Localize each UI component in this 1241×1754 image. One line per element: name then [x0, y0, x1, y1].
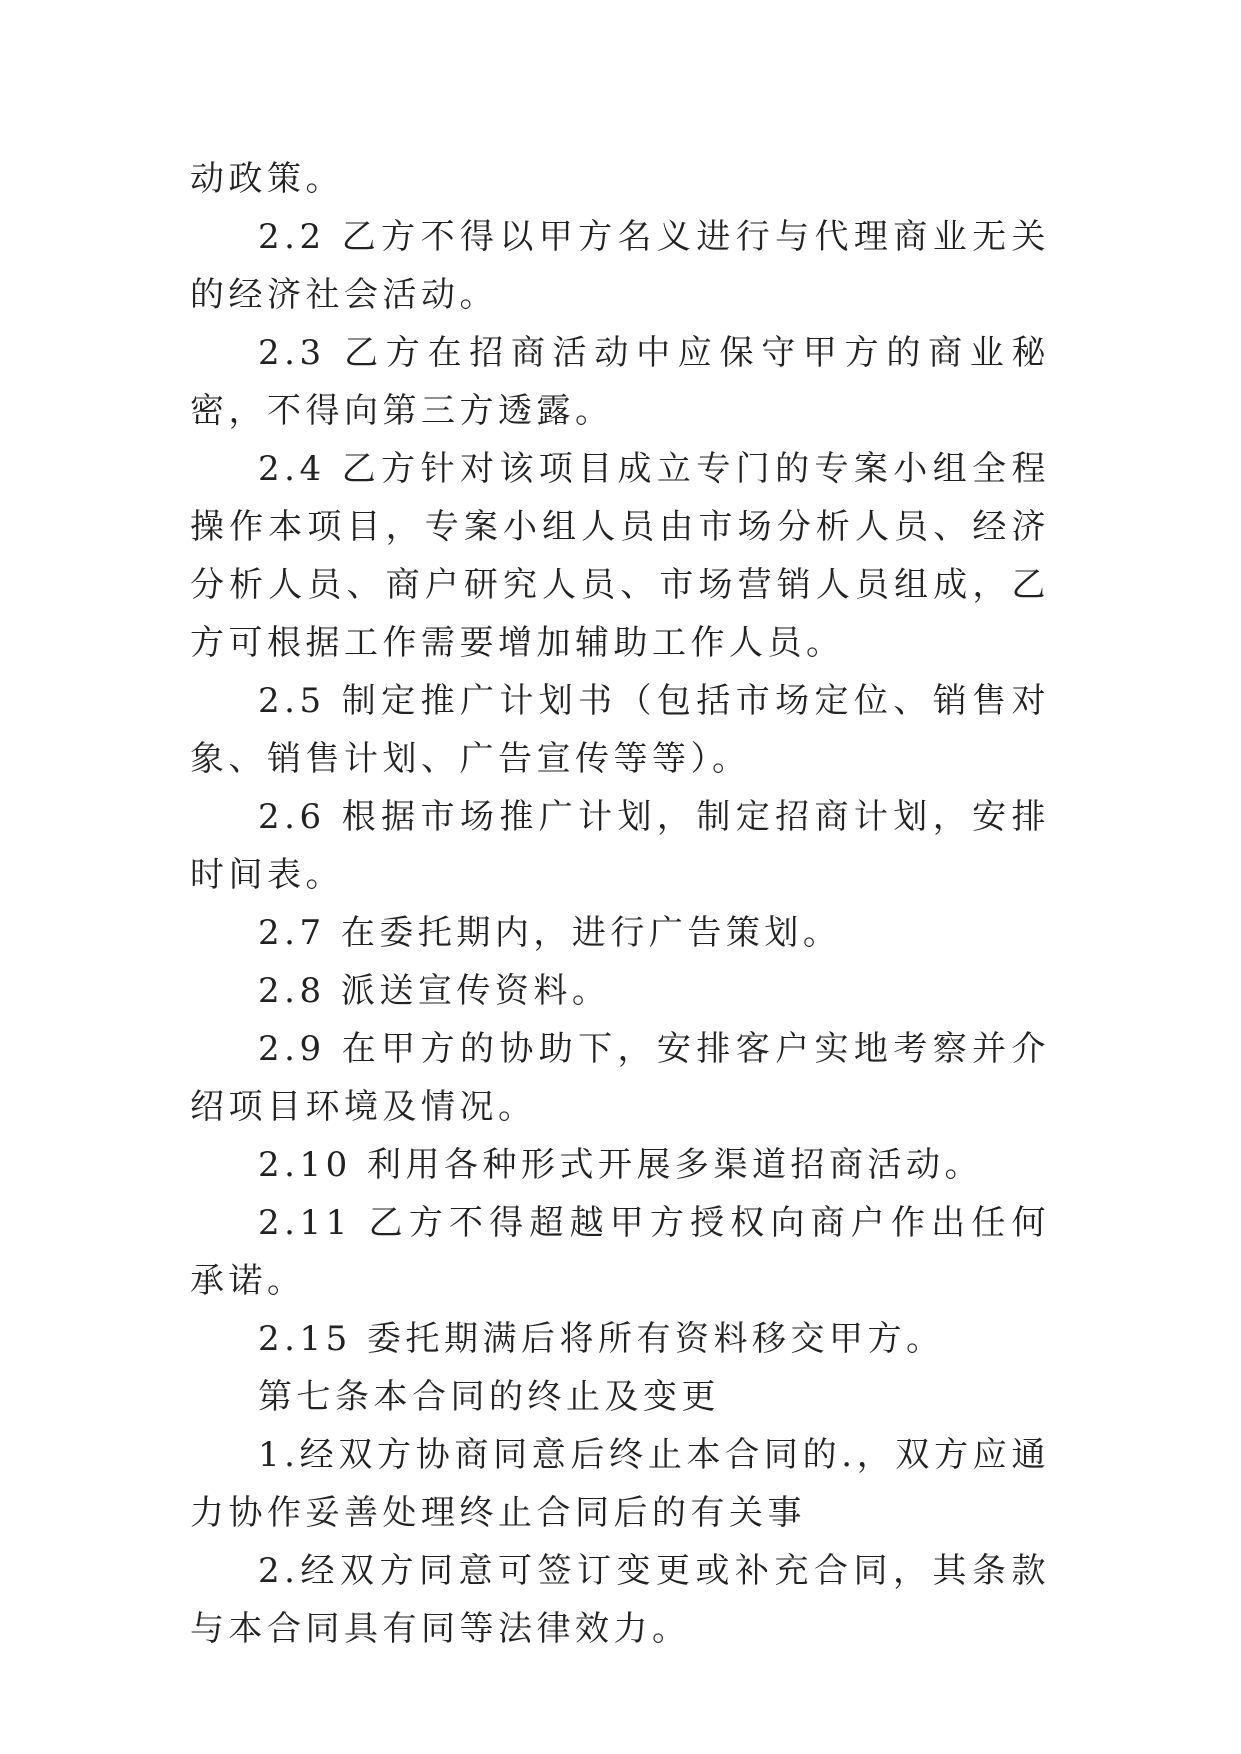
- article-7-clause-1: 1.经双方协商同意后终止本合同的.，双方应通力协作妥善处理终止合同后的有关事: [190, 1435, 1050, 1533]
- clause-2-3: 2.3 乙方在招商活动中应保守甲方的商业秘密，不得向第三方透露。: [190, 333, 1050, 431]
- clause-2-5: 2.5 制定推广计划书（包括市场定位、销售对象、销售计划、广告宣传等等）。: [190, 681, 1050, 779]
- clause-2-11: 2.11 乙方不得超越甲方授权向商户作出任何承诺。: [190, 1203, 1050, 1301]
- document-body: [190, 150, 1050, 1658]
- clause-2-7: 2.7 在委托期内，进行广告策划。: [258, 913, 842, 953]
- clause-2-9: 2.9 在甲方的协助下，安排客户实地考察并介绍项目环境及情况。: [190, 1029, 1050, 1127]
- clause-2-15: 2.15 委托期满后将所有资料移交甲方。: [258, 1319, 945, 1359]
- clause-2-6: 2.6 根据市场推广计划，制定招商计划，安排时间表。: [190, 797, 1050, 895]
- clause-2-8: 2.8 派送宣传资料。: [258, 971, 611, 1011]
- article-7-clause-2: 2.经双方同意可签订变更或补充合同，其条款与本合同具有同等法律效力。: [190, 1551, 1050, 1649]
- article-7-heading: 第七条本合同的终止及变更: [258, 1377, 720, 1417]
- clause-2-2: 2.2 乙方不得以甲方名义进行与代理商业无关的经济社会活动。: [190, 217, 1050, 315]
- paragraph-continuation: 动政策。: [190, 159, 344, 199]
- clause-2-4: 2.4 乙方针对该项目成立专门的专案小组全程操作本项目，专案小组人员由市场分析人员、经济分析人员、商户研究人员、市场营销人员组成，乙方可根据工作需要增加辅助工作人员。: [190, 449, 1050, 663]
- clause-2-10: 2.10 利用各种形式开展多渠道招商活动。: [258, 1145, 984, 1185]
